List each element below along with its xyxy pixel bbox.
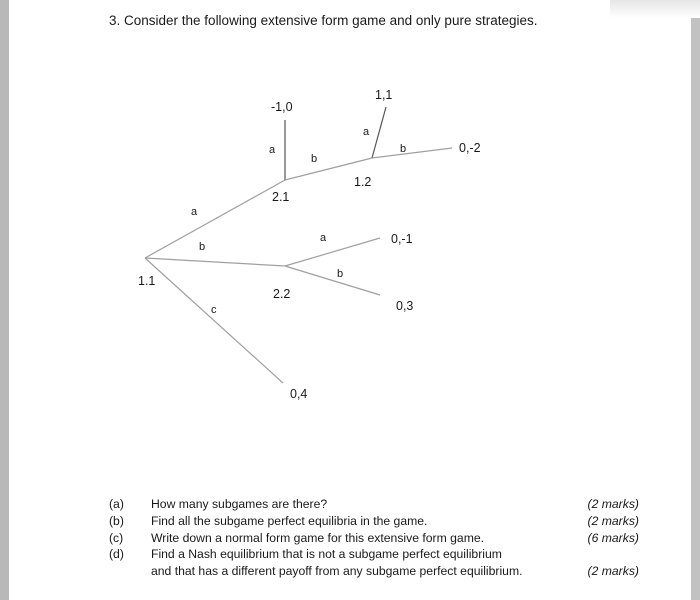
part-marks: (6 marks) [587, 530, 639, 545]
part-letter: (a) [109, 497, 124, 511]
part-text: How many subgames are there? [151, 497, 328, 511]
action-label-root-a: a [191, 206, 198, 218]
part-letter: (c) [109, 530, 124, 545]
question-title: 3. Consider the following extensive form game and only pure strategies. [109, 13, 538, 28]
question-part-d [109, 546, 639, 563]
node-label-1-2: 1.2 [354, 175, 372, 189]
edge-root-c [145, 258, 283, 383]
action-label-root-b: b [199, 241, 206, 253]
question-part-d-continued [109, 563, 639, 580]
node-label-1-1: 1.1 [138, 274, 156, 288]
payoff-0-3: 0,3 [396, 299, 414, 313]
payoff-0-4: 0,4 [290, 387, 308, 401]
part-marks: (2 marks) [587, 564, 639, 579]
action-label-22-b: b [337, 268, 344, 280]
question-parts [109, 496, 639, 580]
payoff-0-neg2: 0,-2 [459, 141, 481, 155]
part-marks: (2 marks) [587, 513, 639, 528]
part-text: and that has a different payoff from any subgame perfect equilibrium. [151, 564, 523, 579]
payoff-1-1: 1,1 [375, 88, 393, 102]
payoff-0-neg1: 0,-1 [391, 232, 413, 246]
action-label-22-a: a [320, 232, 327, 244]
edge-12-b [372, 148, 452, 158]
question-part-c [109, 530, 639, 547]
action-label-21-a: a [269, 144, 276, 156]
action-label-21-b: b [311, 153, 318, 165]
part-marks: (2 marks) [587, 497, 639, 511]
part-letter: (b) [109, 513, 124, 528]
action-label-root-c: c [211, 304, 217, 316]
question-part-b [109, 513, 639, 530]
edge-root-b [145, 258, 285, 266]
edge-22-a [285, 238, 380, 266]
action-label-12-b: b [400, 143, 407, 155]
part-text: Find all the subgame perfect equilibria in the game. [151, 513, 428, 528]
edge-12-a [372, 107, 386, 158]
question-part-a [109, 496, 639, 513]
edge-root-a [145, 180, 285, 258]
part-letter: (d) [109, 547, 124, 562]
part-text: Find a Nash equilibrium that is not a subgame perfect equilibrium [151, 547, 502, 562]
part-text: Write down a normal form game for this extensive form game. [151, 530, 485, 545]
edge-22-b [285, 266, 380, 295]
payoff-neg1-0: -1,0 [271, 100, 293, 114]
node-label-2-1: 2.1 [272, 190, 290, 204]
node-label-2-2: 2.2 [273, 287, 291, 301]
action-label-12-a: a [363, 126, 370, 138]
